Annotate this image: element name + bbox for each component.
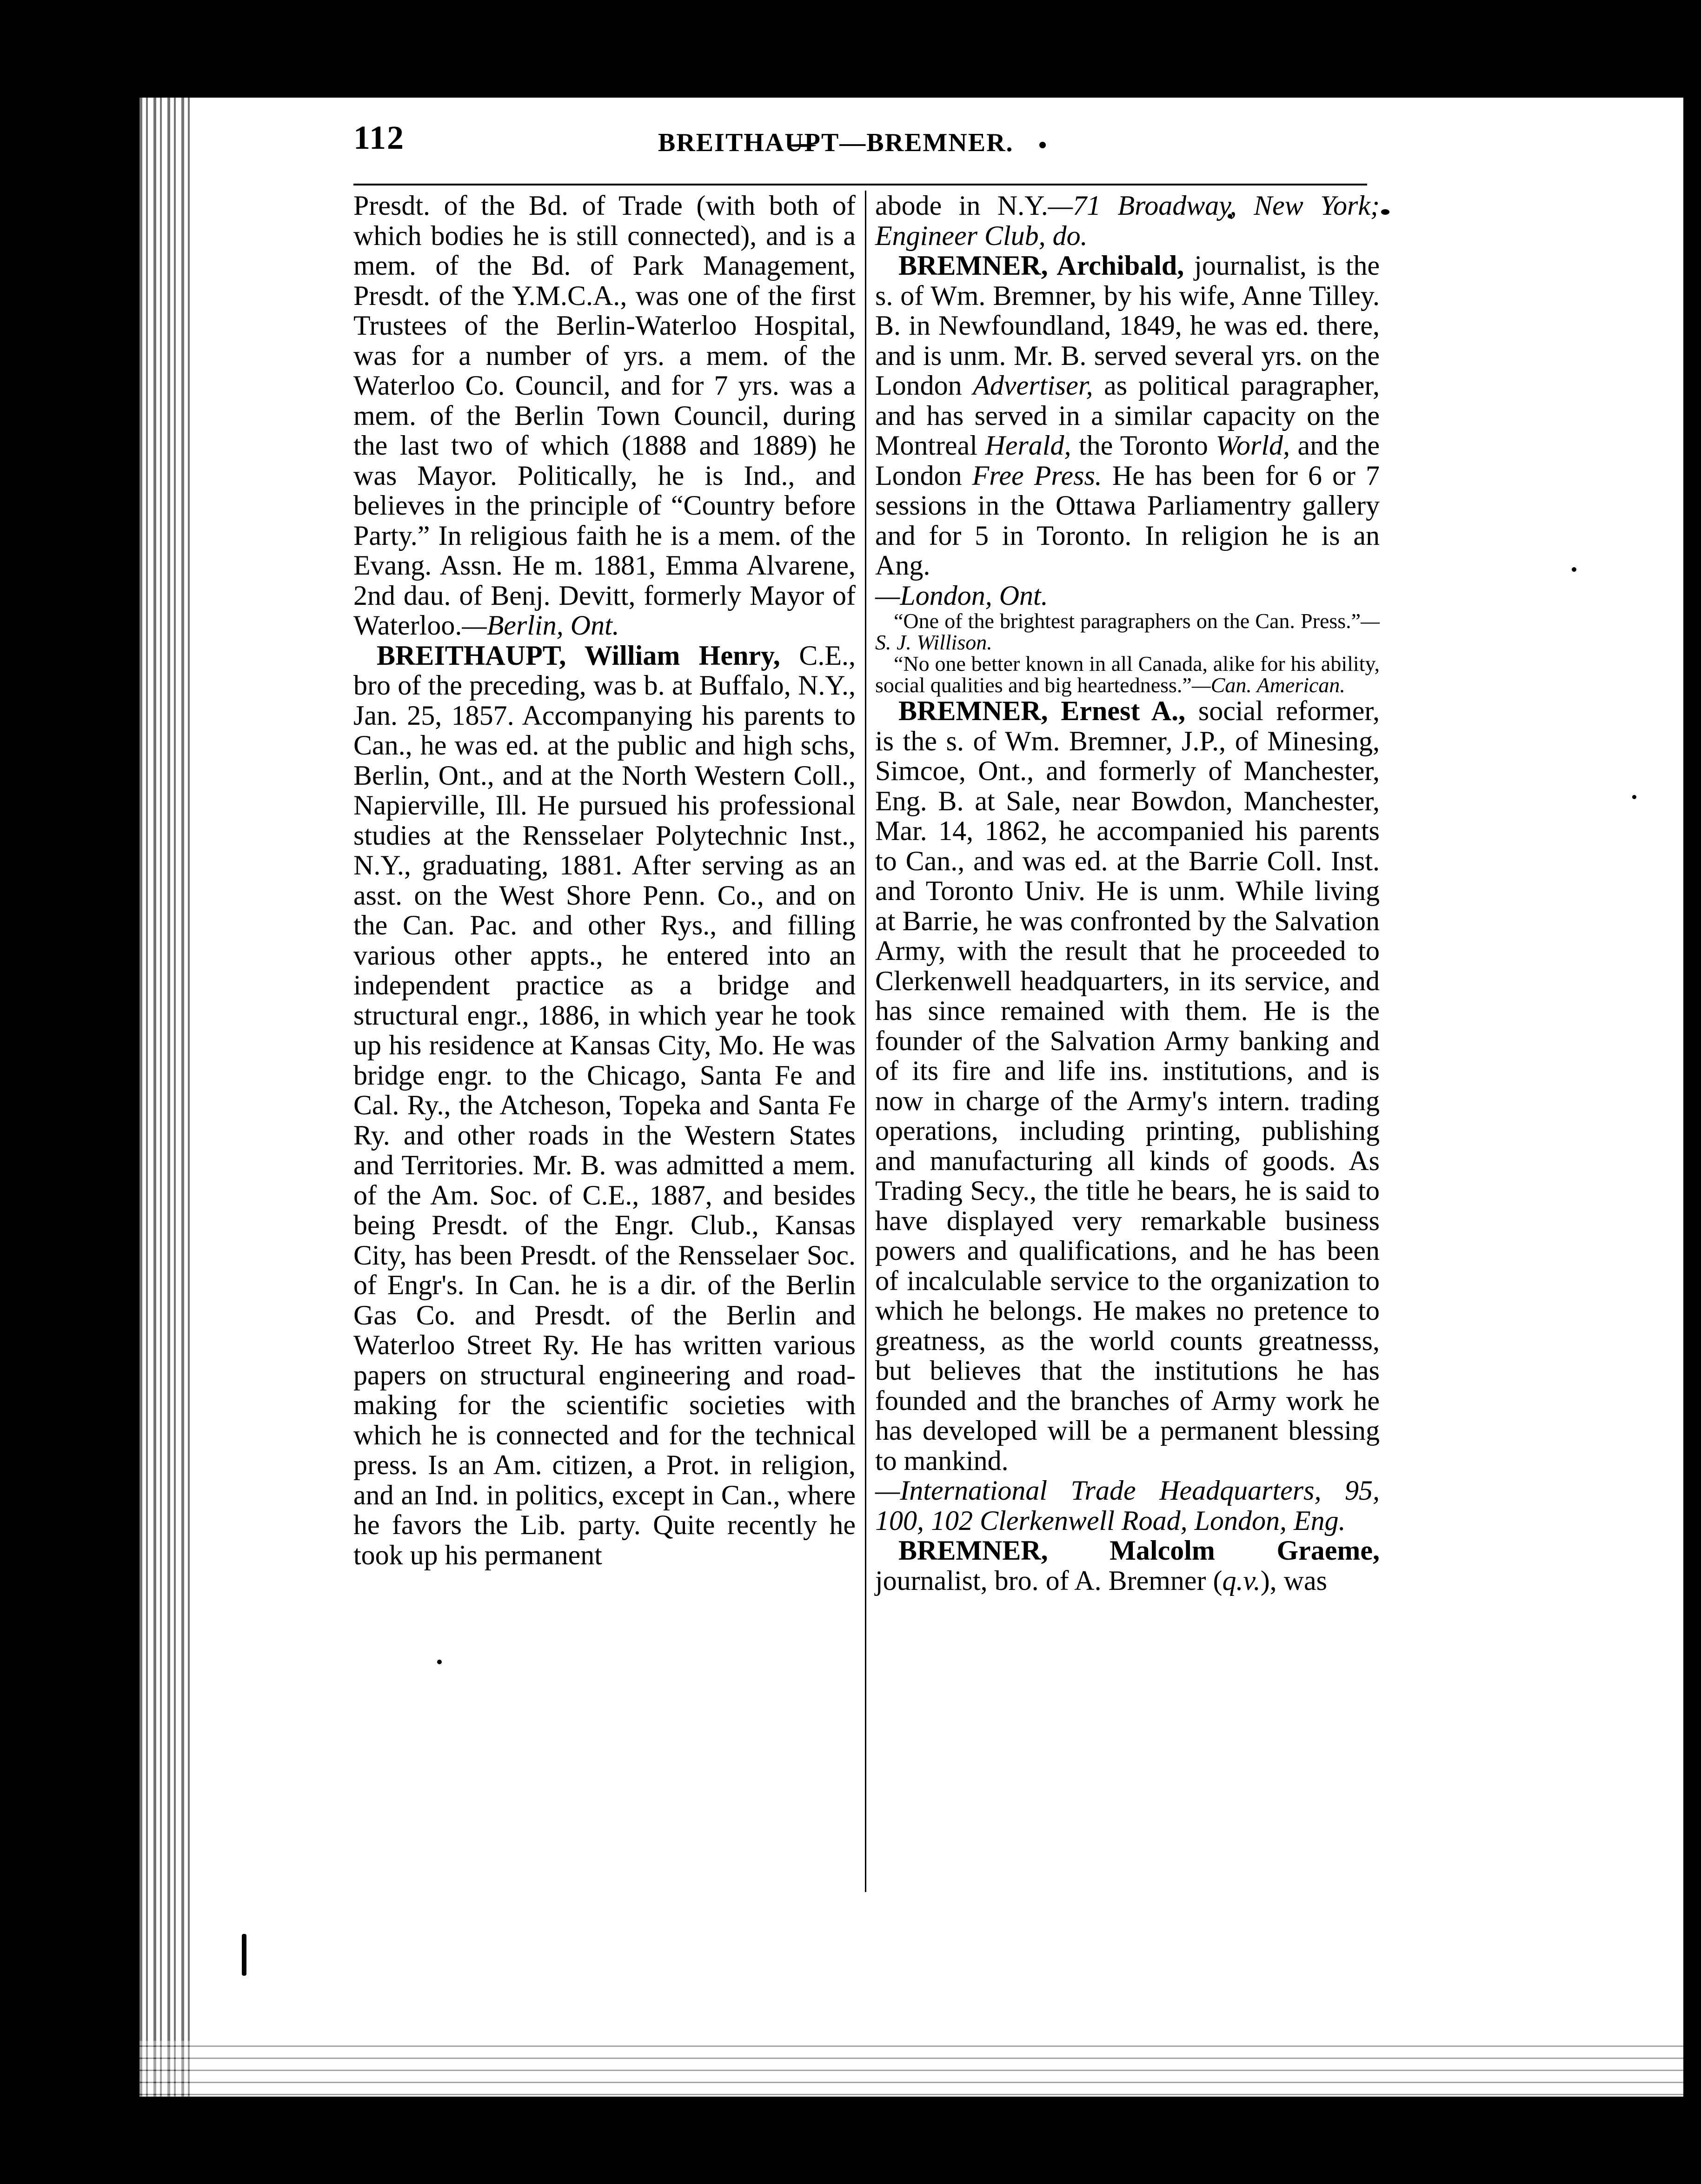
entry-text: the Toronto <box>1071 430 1216 461</box>
right-column <box>875 191 1380 1595</box>
entry-address: —Berlin, Ont. <box>462 610 619 641</box>
entry-breithaupt-william-henry <box>353 641 856 1570</box>
scan-edge-bottom <box>140 2041 1683 2097</box>
entry-text: and the London <box>875 430 1380 491</box>
entry-address: —International Trade Headquarters, 95, 100, 102 Clerkenwell Road, London, Eng. <box>875 1475 1380 1536</box>
quote-source: —S. J. Willison. <box>875 609 1380 654</box>
running-head: BREITHAUPT—BREMNER. <box>658 128 1014 157</box>
quote-text: “No one better known in all Canada, alike for his ability, social qualities and big heartedness.” <box>875 652 1380 697</box>
entry-text: journalist, is the s. of Wm. Bremner, by his wife, Anne Tilley. B. in Newfoundland, 1849, he was ed. there, and is unm. Mr. B. served several yrs. on the London <box>875 250 1380 401</box>
entry-text: journalist, bro. of A. Bremner ( <box>875 1565 1223 1596</box>
entry-text: as political paragrapher, and has served in a similar capacity on the Montreal <box>875 370 1380 461</box>
entry-continuation <box>875 191 1380 251</box>
quote-source: —Can. American. <box>1191 673 1345 697</box>
entry-address: —71 Broadway, New York; Engineer Club, do. <box>875 190 1380 251</box>
testimonial-quote <box>875 653 1380 696</box>
entry-name: BREMNER, Malcolm Graeme, <box>898 1535 1380 1566</box>
entry-continuation <box>353 191 856 641</box>
cross-reference: q.v. <box>1222 1565 1261 1596</box>
entry-bremner-ernest <box>875 696 1380 1535</box>
page-number: 112 <box>353 119 405 156</box>
entry-text: C.E., bro of the preceding, was b. at Buffalo, N.Y., Jan. 25, 1857. Accompanying his parents to Can., he was ed. at the public and high schs, Berlin, Ont., and at the North Western Coll., Napierville, Ill. He pursued his professional studies at the Rensselaer Polytechnic Inst., N.Y., graduating, 1881. After serving as an asst. on the West Shore Penn. Co., and on the Can. Pac. and other Rys., and filling various other appts., he entered into an independent practice as a bridge and structural engr., 1886, in which year he took up his residence at Kansas City, Mo. He was bridge engr. to the Chicago, Santa Fe and Cal. Ry., the Atcheson, Topeka and Santa Fe Ry. and other roads in the Western States and Territories. Mr. B. was admitted a mem. of the Am. Soc. of C.E., 1887, and besides being Presdt. of the Engr. Club., Kansas City, has been Presdt. of the Rensselaer Soc. of Engr's. In Can. he is a dir. of the Berlin Gas Co. and Presdt. of the Berlin and Waterloo Street Ry. He has written various papers on structural engineering and road-making for the scientific societies with which he is connected and for the technical press. Is an Am. citizen, a Prot. in religion, and an Ind. in politics, except in Can., where he favors the Lib. party. Quite recently he took up his permanent <box>353 640 856 1570</box>
entry-text: He has been for 6 or 7 sessions in the Ottawa Parliamentry gallery and for 5 in Toronto. In religion he is an Ang. <box>875 460 1380 581</box>
publication-title: Advertiser, <box>973 370 1093 401</box>
entry-name: BREITHAUPT, William Henry, <box>377 640 780 671</box>
entry-bremner-malcolm <box>875 1535 1380 1595</box>
entry-text: ), was <box>1260 1565 1327 1596</box>
entry-bremner-archibald <box>875 251 1380 610</box>
publication-title: World, <box>1216 430 1290 461</box>
quote-text: “One of the brightest paragraphers on the Can. Press.” <box>894 609 1361 633</box>
left-column <box>353 191 856 1570</box>
entry-text: abode in N.Y. <box>875 190 1048 221</box>
testimonial-quote <box>875 610 1380 653</box>
header-rule <box>353 184 1367 185</box>
entry-text: social reformer, is the s. of Wm. Bremner, J.P., of Minesing, Simcoe, Ont., and formerly of Manchester, Eng. B. at Sale, near Bowdon, Manchester, Mar. 14, 1862, he accompanied his parents to Can., and was ed. at the Barrie Coll. Inst. and Toronto Univ. He is unm. While living at Barrie, he was confronted by the Salvation Army, with the result that he proceeded to Clerkenwell headquarters, in its service, and has since remained with them. He is the founder of the Salvation Army banking and of its fire and life ins. institutions, and is now in charge of the Army's intern. trading operations, including printing, publishing and manufacturing all kinds of goods. As Trading Secy., the title he bears, he is said to have displayed very remarkable business powers and qualifications, and he has been of incalculable service to the organization to which he belongs. He makes no pretence to greatness, as the world counts greatnesss, but believes that the institutions he has founded and the branches of Army work he has developed will be a permanent blessing to mankind. <box>875 695 1380 1476</box>
column-divider <box>865 191 866 1892</box>
scan-edge-left <box>140 98 195 2097</box>
publication-title: Free Press. <box>972 460 1102 491</box>
entry-name: BREMNER, Ernest A., <box>898 695 1186 726</box>
entry-name: BREMNER, Archibald, <box>898 250 1184 281</box>
entry-text: Presdt. of the Bd. of Trade (with both of which bodies he is still connected), and is a mem. of the Bd. of Park Management, Presdt. of the Y.M.C.A., was one of the first Trustees of the Berlin-Waterloo Hospital, was for a number of yrs. a mem. of the Waterloo Co. Council, and for 7 yrs. was a mem. of the Berlin Town Council, during the last two of which (1888 and 1889) he was Mayor. Politically, he is Ind., and believes in the principle of “Country before Party.” In religious faith he is a mem. of the Evang. Assn. He m. 1881, Emma Alvarene, 2nd dau. of Benj. Devitt, formerly Mayor of Waterloo. <box>353 190 856 641</box>
publication-title: Herald, <box>985 430 1071 461</box>
entry-address: —London, Ont. <box>875 580 1048 611</box>
